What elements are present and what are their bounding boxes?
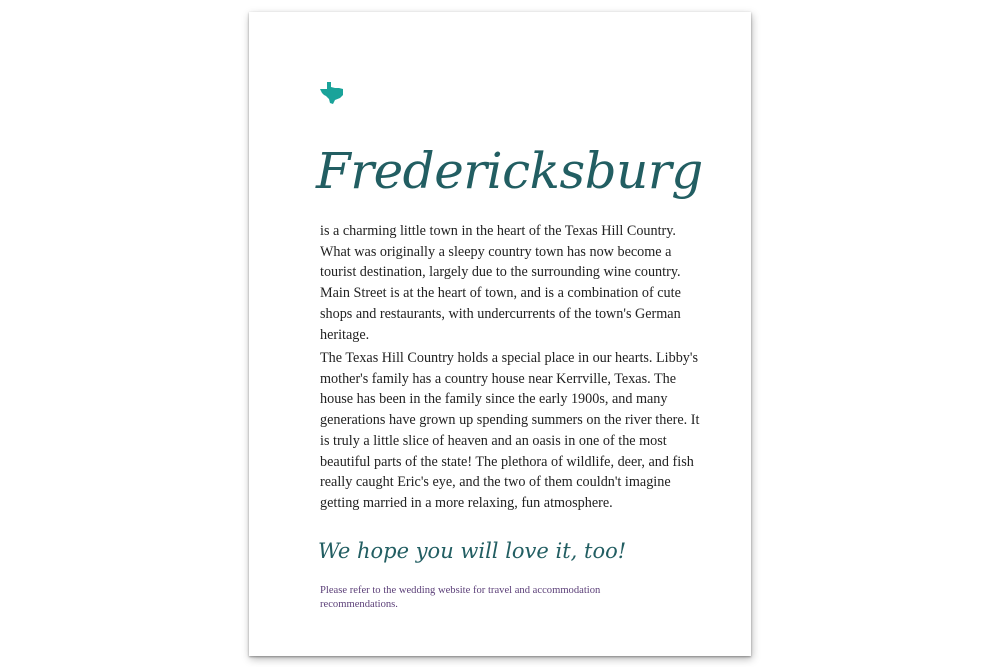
intro-paragraph: is a charming little town in the heart of the Texas Hill Country. What was originally a sleepy country town has now become a tourist destination, largely due to the surrounding wine country. Main Street is at the heart of town, and is a combination of cute shops and restaurants, with undercurrents of the town's German heritage.	[320, 223, 681, 343]
page-title: Fredericksburg	[316, 142, 703, 200]
website-note: Please refer to the wedding website for travel and accommodation recommendations.	[320, 585, 601, 610]
texas-state-icon	[319, 81, 345, 105]
closing-line: We hope you will love it, too!	[318, 539, 627, 563]
story-paragraph: The Texas Hill Country holds a special place in our hearts. Libby's mother's family has a country house near Kerrville, Texas. The house has been in the family since the early 1900s, and many generations have grown up spending summers on the river there. It is truly a little slice of heaven and an oasis in one of the most beautiful parts of the state! The plethora of wildlife, deer, and fish really caught Eric's eye, and the two of them couldn't imagine getting married in a more relaxing, fun atmosphere.	[320, 350, 700, 511]
